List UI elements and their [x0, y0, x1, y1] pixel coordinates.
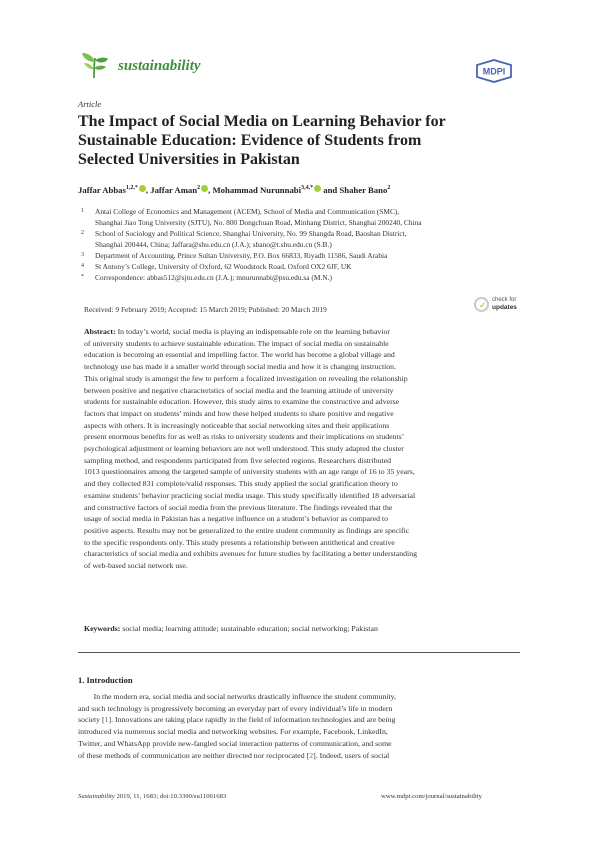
title-line: Selected Universities in Pakistan [78, 151, 300, 168]
author-name: Mohammad Nurunnabi [212, 185, 302, 195]
keywords-label: Keywords: [84, 624, 121, 633]
orcid-icon[interactable] [314, 185, 321, 192]
author-name: Jaffar Abbas [78, 185, 126, 195]
author-name: Jaffar Aman [150, 185, 198, 195]
mdpi-logo-text: MDPI [482, 66, 506, 77]
author-affiliation-marker: 2 [197, 185, 201, 192]
check-updates-icon: ✓ [474, 297, 489, 312]
author-list: Jaffar Abbas$^{1,2,*}$ , Jaffar Aman$^2$ , Mohammad Nurunnabi$^{3,4,*}$ and Shaher Bano$^2$ [78, 185, 391, 195]
affiliations [78, 206, 523, 283]
journal-logo-icon [78, 48, 111, 81]
title-line: Sustainable Education: Evidence of Students from [78, 132, 422, 149]
abstract-label: Abstract: [84, 327, 116, 336]
mdpi-logo-icon [474, 59, 514, 83]
abstract: Abstract: In today’s world, social media is playing an indispensable role on the learning behavior of university students to achieve sustainable education. The impact of social media on sustainable education is becoming an essential and impelling factor. The world has become a global village and technology use has made it a smaller world through social media and how it is changing instruction. This original study is amongst the few to perform a focalized investigation on revealing the relationship between positive and negative characteristics of social media and the learning attitude of university students for sustainable education. However, this study aims to examine the constructive and adverse factors that impact on students’ minds and how these helped students to share positive and negative aspects with others. It is increasingly noticeable that social networking sites and their applications present enormous benefits for as well as risks to university students and their implications on students’ psychological adjustment or learning behaviors are not well understood. This study adapted the cluster sampling method, and respondents participated from five selected regions. Researchers distributed 1013 questionnaires among the targeted sample of university students with an age range of 16 to 35 years, and they collected 831 complete/valid responses. This study applied the social gratification theory to examine students’ behavior practicing social media usage. This study specifically identified 18 adversarial and constructive factors of social media from the previous literature. The findings revealed that the usage of social media in Pakistan has a negative influence on a student’s behavior as compared to positive aspects. Results may not be generalized to the entire student community as findings are specific to the specific respondents only. This study presents a relationship between antithetical and creative characteristics of social media and exhibits avenues for future studies by facilitating a better understanding of web-based social network use. [84, 327, 417, 571]
affiliation-item: 4 St Antony’s College, University of Oxford, 62 Woodstock Road, Oxford OX2 6JF, UK [81, 262, 352, 271]
footer-journal-url[interactable]: www.mdpi.com/journal/sustainability [381, 793, 482, 800]
citation-link[interactable]: 1 [104, 715, 109, 725]
section-heading: 1. Introduction [78, 675, 133, 685]
footer-citation: Sustainability 2019, 11, 1683; doi:10.3390/su11061683 [78, 793, 227, 800]
check-updates-line2: updates [492, 304, 517, 311]
author-affiliation-marker: 3,4,* [301, 185, 314, 192]
article-type: Article [78, 99, 102, 109]
affiliation-item: 3 Department of Accounting, Prince Sultan University, P.O. Box 66833, Riyadh 11586, Saudi Arabia [81, 251, 388, 260]
orcid-icon[interactable] [139, 185, 146, 192]
affiliation-item: 2 School of Sociology and Political Science, Shanghai University, No. 99 Shangda Road, Baoshan District, Shanghai 200444, China; Jaffara@shu.edu.cn (J.A.); sbano@t.shu.edu.cn (S.B.) [81, 229, 407, 249]
keywords-text: social media; learning attitude; sustainable education; social networking; Pakistan [120, 624, 378, 633]
keywords [84, 624, 378, 633]
check-for-updates-button[interactable] [474, 296, 522, 316]
footer-journal: Sustainability [78, 793, 115, 800]
author-affiliation-marker: 2 [387, 185, 391, 192]
introduction-body: In the modern era, social media and social networks drastically influence the student community, and such technology is progressively becoming an everyday part of every individual’s life in modern society [1]. Innovations are taking place rapidly in the field of information technologies and are being introduced via numerous social media and networking websites. For example, Facebook, LinkedIn, Twitter, and WhatsApp provide new-fangled social interaction patterns of communication, and some of these methods of communication are neither directed nor reciprocated [2]. Indeed, users of social [78, 692, 396, 760]
citation-link[interactable]: 2 [309, 750, 314, 760]
check-updates-line1: check for [492, 297, 517, 303]
section-divider [78, 652, 520, 653]
affiliation-item: 1 Antai College of Economics and Management (ACEM), School of Media and Communication (SMC), Shanghai Jiao Tong University (SJTU), No. 800 Dongchuan Road, Minhang District, Shanghai 200240, China [81, 207, 422, 227]
author-affiliation-marker: 1,2,* [125, 185, 138, 192]
title-line: The Impact of Social Media on Learning Behavior for [78, 113, 446, 130]
page-title [78, 112, 523, 169]
correspondence-item: * Correspondence: abbas512@sjtu.edu.cn (J.A.); mnurunnabi@psu.edu.sa (M.N.) [81, 273, 332, 282]
journal-name: sustainability [118, 58, 201, 74]
author-name: Shaher Bano [339, 185, 388, 195]
publication-dates: Received: 9 February 2019; Accepted: 15 March 2019; Published: 20 March 2019 [84, 305, 327, 314]
